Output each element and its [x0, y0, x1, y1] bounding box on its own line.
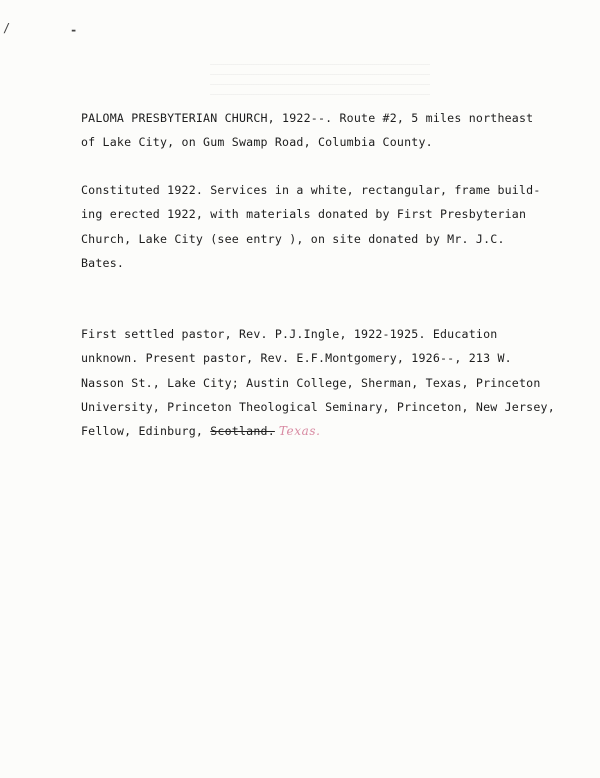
heading-line-1: PALOMA PRESBYTERIAN CHURCH, 1922--. Route #2, 5 miles northeast: [81, 111, 534, 125]
faint-show-through-text: [210, 64, 430, 104]
corner-mark-left: /: [3, 21, 11, 35]
text-line: Nasson St., Lake City; Austin College, Sherman, Texas, Princeton: [81, 375, 541, 390]
corner-mark-right: -: [70, 23, 78, 37]
entry-heading: [81, 106, 551, 155]
text-line: University, Princeton Theological Seminary, Princeton, New Jersey,: [81, 399, 555, 414]
paragraph-pastors: [81, 322, 555, 443]
text-line: First settled pastor, Rev. P.J.Ingle, 1922-1925. Education: [81, 327, 498, 341]
handwritten-correction: Texas.: [278, 424, 321, 439]
text-line: ing erected 1922, with materials donated by First Presbyterian: [81, 207, 527, 222]
text-line-last: [81, 419, 551, 443]
last-line-prefix: Fellow, Edinburg,: [81, 424, 211, 439]
struck-word: Scotland.: [210, 424, 275, 439]
text-line: Constituted 1922. Services in a white, rectangular, frame build-: [81, 183, 541, 197]
paragraph-constitution: [81, 178, 551, 275]
text-line: Bates.: [81, 255, 125, 270]
heading-line-2: of Lake City, on Gum Swamp Road, Columbia County.: [81, 135, 433, 150]
text-line: unknown. Present pastor, Rev. E.F.Montgomery, 1926--, 213 W.: [81, 351, 512, 366]
text-line: Church, Lake City (see entry ), on site donated by Mr. J.C.: [81, 231, 505, 246]
